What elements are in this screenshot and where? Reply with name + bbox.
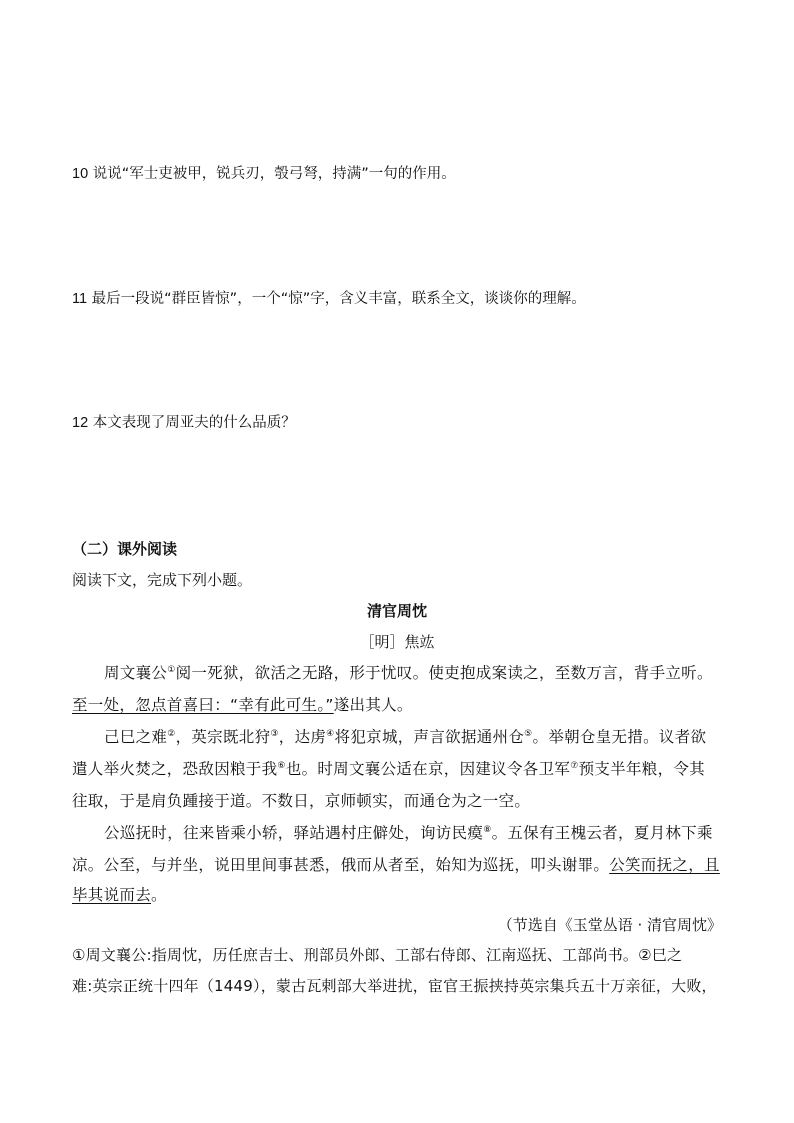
footnote-line-1: ①周文襄公:指周忱，历任庶吉士、刑部员外郎、工部右侍郎、江南巡抚、工部尚书。②巳之 [72, 946, 683, 964]
question-number: 10 [72, 166, 89, 182]
question-12 [72, 413, 296, 433]
passage-title: 清官周忱 [366, 602, 427, 620]
question-text: 最后一段说“群臣皆惊”，一个“惊”字，含义丰富，联系全文，谈谈你的理解。 [91, 291, 586, 307]
footnote-marker: ① [167, 665, 176, 675]
underlined-sentence: 毕其说而去 [72, 886, 152, 904]
paragraph-1-line-1: 周文襄公①阅一死狱，欲活之无路，形于忧叹。使吏抱成案读之，至数万言，背手立听。 [104, 664, 713, 682]
question-10 [72, 164, 456, 184]
passage-source: （节选自《玉堂丛语 · 清官周忱》 [497, 916, 722, 934]
question-11 [72, 289, 586, 309]
paragraph-1-line-2: 至一处，忽点首喜曰：“幸有此可生。”遂出其人。 [72, 696, 413, 714]
paragraph-2-line-3: 往取，于是肩负踵接于道。不数日，京师顿实，而通仓为之一空。 [72, 792, 531, 810]
paragraph-3-line-3: 毕其说而去。 [72, 886, 167, 904]
footnote-line-2: 难:英宗正统十四年（1449），蒙古瓦剌部大举进扰，宦官王振挟持英宗集兵五十万亲征，大败， [72, 977, 717, 995]
section-instruction: 阅读下文，完成下列小题。 [72, 571, 253, 589]
question-text: 本文表现了周亚夫的什么品质？ [92, 415, 296, 431]
paragraph-3-line-1: 公巡抚时，往来皆乘小轿，驿站遇村庄僻处，询访民瘼⑧。五保有王槐云者，夏月林下乘 [104, 824, 713, 842]
question-text: 说说“军士吏被甲，锐兵刃，彀弓弩，持满”一句的作用。 [92, 166, 456, 182]
underlined-sentence: 公笑而抚之，且 [609, 856, 720, 874]
underlined-sentence: 至一处，忽点首喜曰：“幸有此可生。” [72, 696, 334, 714]
paragraph-3-line-2: 凉。公至，与并坐，说田里间事甚悉，俄而从者至，始知为巡抚，叩头谢罪。公笑而抚之，且 [72, 856, 720, 874]
section-heading: （二）课外阅读 [72, 540, 178, 558]
paragraph-2-line-2: 遣人举火焚之，恐敌因粮于我⑥也。时周文襄公适在京，因建议令各卫军⑦预支半年粮，令其 [72, 760, 705, 778]
passage-author: ［明］焦竑 [359, 633, 435, 651]
paragraph-2-line-1: 己巳之难②，英宗既北狩③，达虏④将犯京城，声言欲据通州仓⑤。举朝仓皇无措。议者欲 [104, 728, 707, 746]
question-number: 11 [72, 291, 88, 307]
question-number: 12 [72, 415, 89, 431]
